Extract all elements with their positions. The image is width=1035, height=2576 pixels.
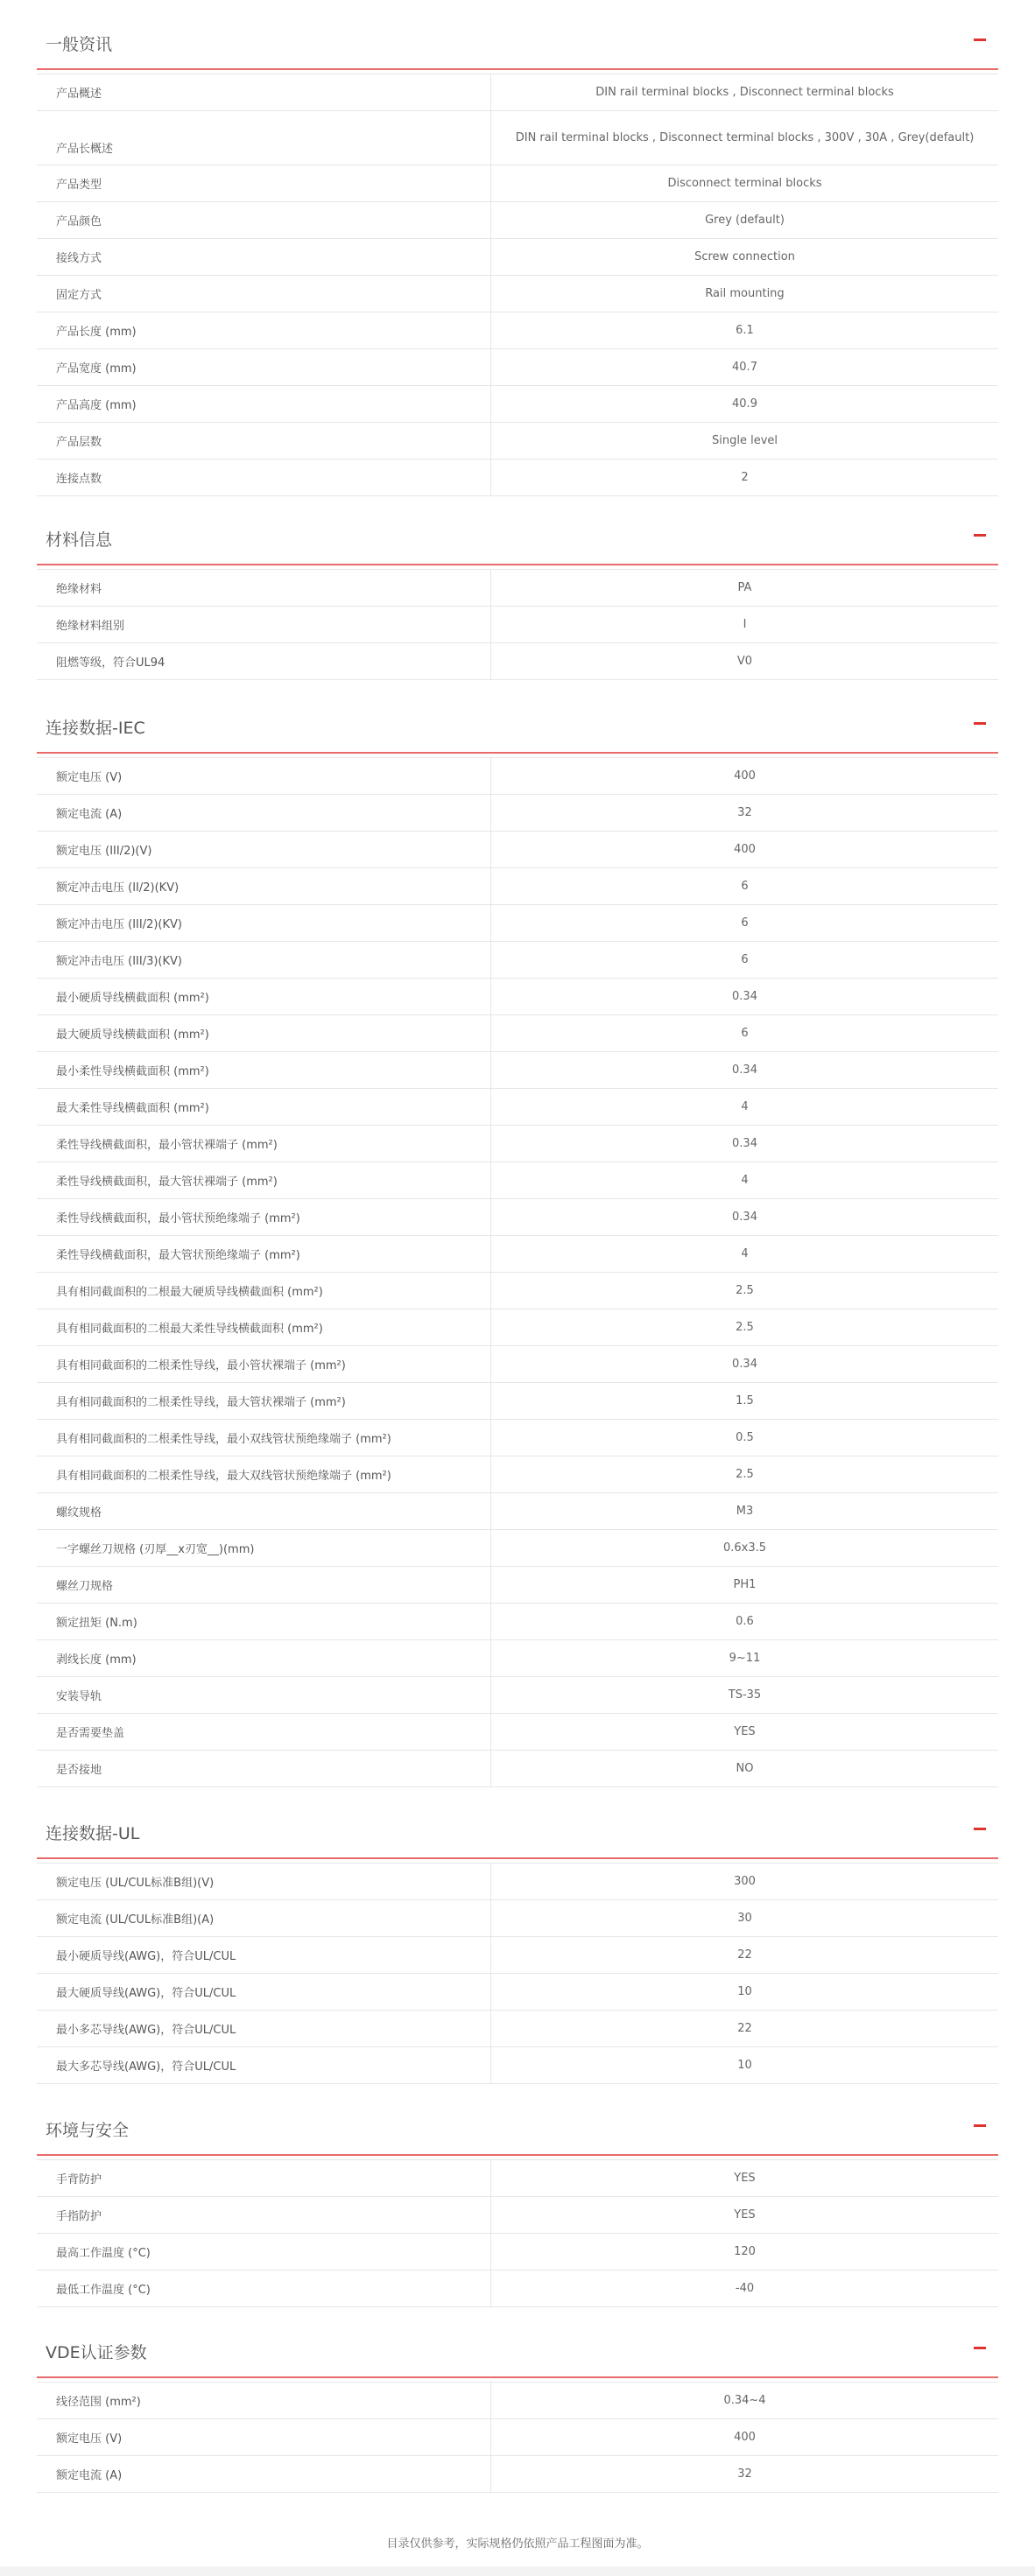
- spec-value: I: [743, 617, 747, 631]
- spec-value: 2: [741, 470, 749, 484]
- spec-label: 额定电流 (A): [37, 795, 491, 831]
- table-row: [37, 570, 998, 607]
- spec-label: 最高工作温度 (°C): [37, 2234, 491, 2270]
- spec-label: 阻燃等级，符合UL94: [37, 643, 491, 679]
- section-header[interactable]: [37, 684, 998, 754]
- spec-label: 是否接地: [37, 1751, 491, 1786]
- spec-value: 30: [737, 1911, 752, 1925]
- table-row: [37, 1456, 998, 1493]
- table-row: [37, 2011, 998, 2047]
- spec-label: 剥线长度 (mm): [37, 1640, 491, 1676]
- table-row: [37, 1199, 998, 1236]
- spec-value: 2.5: [736, 1320, 754, 1334]
- table-row: [37, 979, 998, 1015]
- table-row: [37, 386, 998, 423]
- table-row: [37, 1309, 998, 1346]
- spec-label: 产品概述: [37, 74, 491, 110]
- table-row: [37, 1236, 998, 1273]
- bottom-bar: [0, 2566, 1035, 2576]
- spec-label: 柔性导线横截面积，最大管状预绝缘端子 (mm²): [37, 1236, 491, 1272]
- table-row: [37, 1273, 998, 1309]
- spec-label: 额定电压 (V): [37, 758, 491, 794]
- spec-section: [37, 495, 998, 680]
- spec-value: 0.34~4: [723, 2393, 766, 2407]
- spec-label: 是否需要垫盖: [37, 1714, 491, 1750]
- spec-label: 具有相同截面积的二根最大硬质导线横截面积 (mm²): [37, 1273, 491, 1309]
- spec-section: [37, 684, 998, 1787]
- spec-label: 绝缘材料: [37, 570, 491, 606]
- spec-label: 最小多芯导线(AWG)，符合UL/CUL: [37, 2011, 491, 2046]
- table-row: [37, 460, 998, 496]
- table-row: [37, 1937, 998, 1974]
- spec-section: [37, 0, 998, 496]
- table-row: [37, 276, 998, 312]
- spec-value: 6: [741, 952, 749, 966]
- spec-value: 0.34: [732, 1136, 757, 1150]
- spec-value: 400: [734, 769, 756, 783]
- table-row: [37, 905, 998, 942]
- table-row: [37, 74, 998, 111]
- spec-label: 最大柔性导线横截面积 (mm²): [37, 1089, 491, 1125]
- section-title: VDE认证参数: [46, 2343, 147, 2362]
- spec-value: 0.6x3.5: [722, 1541, 767, 1555]
- table-row: [37, 1974, 998, 2011]
- spec-label: 一字螺丝刀规格 (刃厚__x刃宽__)(mm): [37, 1530, 491, 1566]
- spec-value: 40.7: [732, 360, 757, 374]
- table-row: [37, 942, 998, 979]
- spec-label: 柔性导线横截面积，最小管状预绝缘端子 (mm²): [37, 1199, 491, 1235]
- spec-value: 2.5: [736, 1283, 754, 1297]
- spec-value: 400: [734, 842, 756, 856]
- table-row: [37, 2234, 998, 2271]
- collapse-icon[interactable]: [974, 39, 986, 41]
- spec-value: 10: [737, 2058, 752, 2072]
- table-row: [37, 832, 998, 868]
- section-header[interactable]: [37, 2086, 998, 2156]
- table-row: [37, 1714, 998, 1751]
- table-row: [37, 1530, 998, 1567]
- spec-label: 最小硬质导线横截面积 (mm²): [37, 979, 491, 1014]
- table-row: [37, 2197, 998, 2234]
- section-title: 材料信息: [46, 530, 113, 550]
- table-row: [37, 1864, 998, 1900]
- table-row: [37, 111, 998, 165]
- spec-value: 9~11: [729, 1651, 761, 1665]
- spec-value: 10: [737, 1984, 752, 1998]
- spec-label: 具有相同截面积的二根柔性导线，最小管状裸端子 (mm²): [37, 1346, 491, 1382]
- table-row: [37, 1900, 998, 1937]
- spec-label: 最大多芯导线(AWG)，符合UL/CUL: [37, 2047, 491, 2083]
- spec-value: PH1: [733, 1577, 757, 1591]
- spec-value: YES: [734, 1724, 756, 1738]
- footer-note: 目录仅供参考，实际规格仍依照产品工程图面为准。: [386, 2537, 649, 2551]
- spec-value: 0.34: [732, 1063, 757, 1077]
- spec-value: 0.34: [732, 1357, 757, 1371]
- table-row: [37, 1567, 998, 1604]
- table-row: [37, 1052, 998, 1089]
- table-row: [37, 165, 998, 202]
- spec-value: V0: [736, 654, 753, 668]
- spec-value: 1.5: [736, 1393, 754, 1407]
- spec-label: 产品长概述: [37, 111, 491, 165]
- spec-value: 32: [737, 805, 752, 819]
- spec-value: NO: [736, 1761, 754, 1775]
- spec-value: 400: [734, 2430, 756, 2444]
- spec-value: YES: [734, 2207, 756, 2222]
- spec-table: [37, 74, 998, 496]
- table-row: [37, 202, 998, 239]
- table-row: [37, 1089, 998, 1126]
- spec-value: 2.5: [736, 1467, 754, 1481]
- spec-section: [37, 2308, 998, 2493]
- spec-value: -40: [735, 2281, 755, 2295]
- spec-value: Rail mounting: [705, 286, 785, 300]
- spec-label: 绝缘材料组别: [37, 607, 491, 642]
- spec-value: Disconnect terminal blocks: [667, 176, 822, 190]
- spec-label: 线径范围 (mm²): [37, 2383, 491, 2418]
- spec-table: [37, 1863, 998, 2084]
- spec-label: 额定冲击电压 (III/3)(KV): [37, 942, 491, 978]
- spec-value: M3: [736, 1504, 754, 1518]
- section-title: 环境与安全: [46, 2121, 130, 2140]
- spec-value: TS-35: [728, 1688, 762, 1702]
- table-row: [37, 643, 998, 680]
- section-title: 连接数据-IEC: [46, 719, 145, 738]
- spec-value: 6.1: [736, 323, 754, 337]
- spec-value: 0.34: [732, 1210, 757, 1224]
- spec-label: 固定方式: [37, 276, 491, 312]
- section-header[interactable]: [37, 0, 998, 70]
- spec-label: 安装导轨: [37, 1677, 491, 1713]
- spec-label: 最小硬质导线(AWG)，符合UL/CUL: [37, 1937, 491, 1973]
- spec-value: 22: [737, 2021, 752, 2035]
- table-row: [37, 607, 998, 643]
- spec-label: 最大硬质导线横截面积 (mm²): [37, 1015, 491, 1051]
- spec-label: 额定电压 (III/2)(V): [37, 832, 491, 867]
- collapse-icon[interactable]: [974, 534, 986, 537]
- table-row: [37, 1420, 998, 1456]
- collapse-icon[interactable]: [974, 2124, 986, 2127]
- spec-label: 产品颜色: [37, 202, 491, 238]
- spec-value: 6: [741, 1026, 749, 1040]
- spec-label: 柔性导线横截面积，最大管状裸端子 (mm²): [37, 1162, 491, 1198]
- table-row: [37, 312, 998, 349]
- section-title: 一般资讯: [46, 35, 113, 54]
- spec-value: 0.6: [736, 1614, 754, 1628]
- spec-value: Single level: [711, 433, 778, 447]
- table-row: [37, 1162, 998, 1199]
- spec-label: 产品层数: [37, 423, 491, 459]
- spec-label: 具有相同截面积的二根柔性导线，最大管状裸端子 (mm²): [37, 1383, 491, 1419]
- section-header[interactable]: [37, 1789, 998, 1859]
- spec-label: 具有相同截面积的二根柔性导线，最大双线管状预绝缘端子 (mm²): [37, 1456, 491, 1492]
- spec-section: [37, 1789, 998, 2084]
- spec-label: 最大硬质导线(AWG)，符合UL/CUL: [37, 1974, 491, 2010]
- table-row: [37, 2383, 998, 2419]
- spec-value: 120: [734, 2244, 756, 2258]
- collapse-icon[interactable]: [974, 1828, 986, 1830]
- table-row: [37, 868, 998, 905]
- collapse-icon[interactable]: [974, 722, 986, 725]
- spec-value: 32: [737, 2467, 752, 2481]
- spec-value: 4: [741, 1099, 749, 1113]
- spec-value: Grey (default): [705, 213, 785, 227]
- table-row: [37, 2047, 998, 2084]
- spec-value: 4: [741, 1173, 749, 1187]
- spec-label: 连接点数: [37, 460, 491, 495]
- spec-label: 产品类型: [37, 165, 491, 201]
- table-row: [37, 2456, 998, 2493]
- spec-label: 额定扭矩 (N.m): [37, 1604, 491, 1639]
- spec-label: 产品长度 (mm): [37, 312, 491, 348]
- spec-label: 额定电压 (UL/CUL标准B组)(V): [37, 1864, 491, 1899]
- table-row: [37, 1126, 998, 1162]
- spec-label: 额定冲击电压 (II/2)(KV): [37, 868, 491, 904]
- spec-label: 螺纹规格: [37, 1493, 491, 1529]
- table-row: [37, 349, 998, 386]
- spec-label: 产品高度 (mm): [37, 386, 491, 422]
- collapse-icon[interactable]: [974, 2347, 986, 2349]
- spec-value: YES: [734, 2171, 756, 2185]
- table-row: [37, 1640, 998, 1677]
- spec-label: 具有相同截面积的二根柔性导线，最小双线管状预绝缘端子 (mm²): [37, 1420, 491, 1456]
- table-row: [37, 1751, 998, 1787]
- spec-value: 6: [741, 916, 749, 930]
- table-row: [37, 1493, 998, 1530]
- table-row: [37, 2160, 998, 2197]
- spec-label: 接线方式: [37, 239, 491, 275]
- table-row: [37, 2419, 998, 2456]
- table-row: [37, 423, 998, 460]
- spec-value: Screw connection: [694, 249, 795, 263]
- section-title: 连接数据-UL: [46, 1824, 140, 1843]
- spec-table: [37, 569, 998, 680]
- table-row: [37, 1346, 998, 1383]
- spec-label: 额定冲击电压 (III/2)(KV): [37, 905, 491, 941]
- table-row: [37, 239, 998, 276]
- spec-label: 额定电压 (V): [37, 2419, 491, 2455]
- table-row: [37, 1677, 998, 1714]
- spec-label: 最小柔性导线横截面积 (mm²): [37, 1052, 491, 1088]
- spec-label: 手指防护: [37, 2197, 491, 2233]
- table-row: [37, 1015, 998, 1052]
- spec-section: [37, 2086, 998, 2307]
- table-row: [37, 1604, 998, 1640]
- section-header[interactable]: [37, 2308, 998, 2378]
- spec-value: 40.9: [732, 397, 757, 411]
- spec-value: PA: [737, 580, 752, 594]
- spec-value: 300: [734, 1874, 756, 1888]
- spec-label: 手背防护: [37, 2160, 491, 2196]
- spec-label: 柔性导线横截面积，最小管状裸端子 (mm²): [37, 1126, 491, 1162]
- spec-label: 螺丝刀规格: [37, 1567, 491, 1603]
- spec-label: 最低工作温度 (°C): [37, 2271, 491, 2306]
- spec-table: [37, 757, 998, 1787]
- table-row: [37, 1383, 998, 1420]
- spec-label: 具有相同截面积的二根最大柔性导线横截面积 (mm²): [37, 1309, 491, 1345]
- spec-label: 额定电流 (UL/CUL标准B组)(A): [37, 1900, 491, 1936]
- spec-value: 4: [741, 1246, 749, 1260]
- section-header[interactable]: [37, 495, 998, 565]
- table-row: [37, 2271, 998, 2307]
- spec-table: [37, 2159, 998, 2307]
- spec-table: [37, 2382, 998, 2493]
- spec-label: 产品宽度 (mm): [37, 349, 491, 385]
- spec-value: 22: [737, 1948, 752, 1962]
- spec-value: DIN rail terminal blocks , Disconnect terminal blocks: [595, 85, 894, 99]
- spec-value: 0.34: [732, 989, 757, 1003]
- table-row: [37, 758, 998, 795]
- spec-value: 0.5: [736, 1430, 754, 1444]
- table-row: [37, 795, 998, 832]
- spec-value: DIN rail terminal blocks , Disconnect terminal blocks , 300V , 30A , Grey(default): [515, 130, 975, 144]
- spec-label: 额定电流 (A): [37, 2456, 491, 2492]
- spec-value: 6: [741, 879, 749, 893]
